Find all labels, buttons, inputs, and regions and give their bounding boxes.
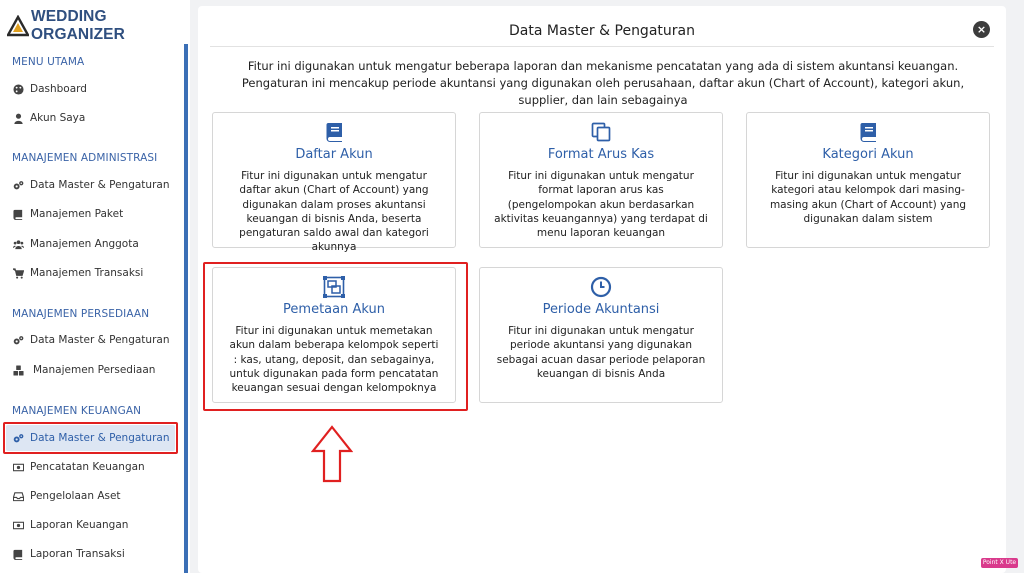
- sidebar-item-manajemen-anggota[interactable]: [12, 233, 139, 255]
- sidebar-item-pencatatan-keuangan[interactable]: [12, 456, 145, 478]
- sidebar-item-pengelolaan-aset[interactable]: [12, 485, 121, 507]
- watermark-badge: Point X Ute: [982, 559, 1017, 566]
- sidebar-item-dashboard[interactable]: [12, 78, 87, 100]
- card-description: Fitur ini digunakan untuk mengatur kategori atau kelompok dari masing-masing akun (Chart of Account) yang digunakan dalam sistem: [769, 170, 967, 225]
- sidebar-item-label: Pencatatan Keuangan: [30, 461, 145, 473]
- sidebar-item-label: Data Master & Pengaturan: [30, 432, 170, 444]
- card-kategori-akun[interactable]: [746, 112, 990, 248]
- card-description: Fitur ini digunakan untuk memetakan akun dalam beberapa kelompok seperti : kas, utang, deposit, dan sebagainya, untuk digunakan pada form pencatatan keuangan sesuai dengan kelompoknya: [229, 325, 439, 395]
- section-title-menu-utama: MENU UTAMA: [12, 56, 85, 68]
- panel-intro-text: Fitur ini digunakan untuk mengatur beberapa laporan dan mekanisme pencatatan yang ada di sistem akuntansi keuangan. Pengaturan ini mencakup periode akuntansi yang digunakan oleh perusahaan, daftar akun (Chart of Account), kategori akun, supplier, dan lain sebagainya: [241, 59, 965, 107]
- card-format-arus-kas[interactable]: [479, 112, 723, 248]
- card-title: Kategori Akun: [822, 147, 914, 162]
- sidebar-item-label: Manajemen Paket: [30, 208, 124, 220]
- sidebar-item-data-master-administrasi[interactable]: [12, 174, 169, 196]
- divider: [210, 46, 994, 47]
- section-title-manajemen-administrasi: MANAJEMEN ADMINISTRASI: [12, 152, 158, 164]
- sidebar-item-label: Data Master & Pengaturan: [30, 179, 170, 191]
- sidebar-scrollbar[interactable]: [184, 44, 188, 573]
- card-description: Fitur ini digunakan untuk mengatur daftar akun (Chart of Account) yang digunakan dalam proses akuntansi keuangan di bisnis Anda, beserta pengaturan saldo awal dan kategori akunnya: [239, 170, 429, 254]
- sidebar: [0, 0, 190, 573]
- book-icon: [12, 208, 24, 220]
- section-title-manajemen-keuangan: MANAJEMEN KEUANGAN: [12, 405, 142, 417]
- inbox-icon: [12, 490, 24, 502]
- sidebar-item-data-master-persediaan[interactable]: [12, 329, 169, 351]
- copy-icon: [480, 121, 722, 143]
- book-icon: [213, 121, 455, 143]
- sidebar-item-laporan-transaksi[interactable]: [12, 543, 125, 565]
- sidebar-item-data-master-keuangan[interactable]: [12, 427, 169, 449]
- book-icon: [747, 121, 989, 143]
- card-periode-akuntansi[interactable]: [479, 267, 723, 403]
- card-title: Periode Akuntansi: [542, 302, 660, 317]
- sidebar-item-label: Manajemen Anggota: [30, 238, 139, 250]
- sidebar-item-manajemen-paket[interactable]: [12, 203, 123, 225]
- app-brand: WEDDING ORGANIZER: [31, 8, 125, 43]
- close-icon: ×: [976, 23, 987, 36]
- sidebar-item-manajemen-transaksi[interactable]: [12, 262, 143, 284]
- sidebar-item-manajemen-persediaan[interactable]: [12, 359, 155, 381]
- boxes-icon: [12, 364, 24, 376]
- annotation-up-arrow-icon: [311, 425, 353, 483]
- cogs-icon: [12, 334, 24, 346]
- cogs-icon: [12, 179, 24, 191]
- user-icon: [12, 112, 24, 124]
- sidebar-item-label: Laporan Transaksi: [30, 548, 125, 560]
- card-daftar-akun[interactable]: [212, 112, 456, 254]
- sidebar-item-laporan-keuangan[interactable]: [12, 514, 128, 536]
- sidebar-item-label: Data Master & Pengaturan: [30, 334, 170, 346]
- sidebar-item-label: Manajemen Persediaan: [33, 364, 156, 376]
- section-title-manajemen-persediaan: MANAJEMEN PERSEDIAAN: [12, 308, 150, 320]
- close-button[interactable]: [973, 21, 990, 38]
- logo-icon: [7, 15, 29, 37]
- sidebar-item-label: Pengelolaan Aset: [30, 490, 121, 502]
- card-title: Pemetaan Akun: [283, 302, 385, 317]
- money-icon: [12, 461, 24, 473]
- panel-title: Data Master & Pengaturan: [509, 23, 695, 39]
- sidebar-item-akun-saya[interactable]: [12, 107, 85, 129]
- book-icon: [12, 548, 24, 560]
- sidebar-item-label: Laporan Keuangan: [30, 519, 129, 531]
- sidebar-item-label: Manajemen Transaksi: [30, 267, 144, 279]
- card-description: Fitur ini digunakan untuk mengatur format laporan arus kas (pengelompokan akun berdasarkan aktivitas keuangannya) yang terdapat di menu laporan keuangan: [494, 170, 708, 240]
- card-title: Format Arus Kas: [547, 147, 655, 162]
- users-icon: [12, 238, 24, 250]
- cogs-icon: [12, 432, 24, 444]
- card-title: Daftar Akun: [295, 147, 373, 162]
- sidebar-item-label: Dashboard: [30, 83, 87, 95]
- cart-icon: [12, 267, 24, 279]
- card-description: Fitur ini digunakan untuk mengatur periode akuntansi yang digunakan sebagai acuan dasar periode pelaporan keuangan di bisnis Anda: [496, 325, 706, 380]
- sidebar-item-label: Akun Saya: [30, 112, 86, 124]
- palette-icon: [12, 83, 24, 95]
- money-icon: [12, 519, 24, 531]
- clock-icon: [480, 276, 722, 298]
- annotation-highlight-box: [203, 262, 468, 411]
- app-logo[interactable]: [7, 8, 190, 44]
